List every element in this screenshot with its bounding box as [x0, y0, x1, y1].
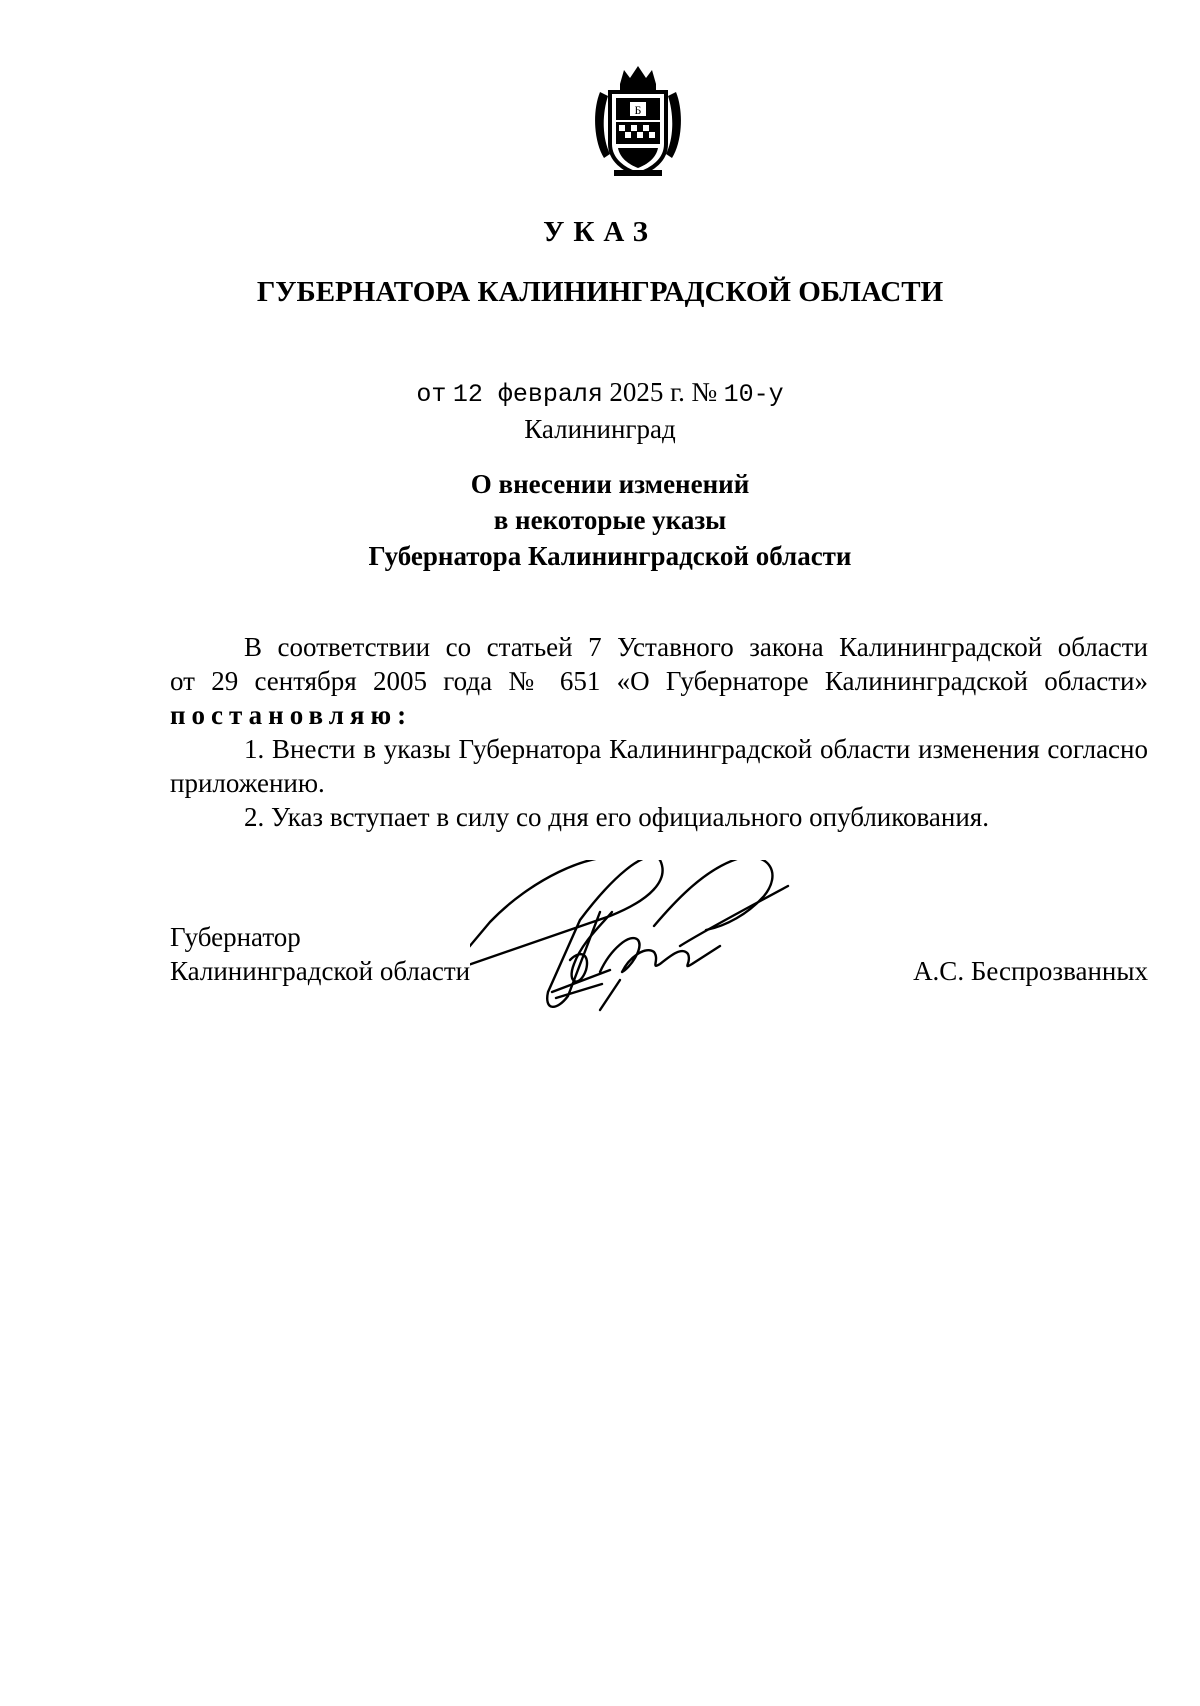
- number-sign: №: [691, 377, 718, 407]
- decree-subject: [0, 466, 1200, 574]
- handwritten-signature-icon: [470, 860, 870, 1060]
- svg-text:Б: Б: [634, 103, 642, 117]
- subject-line-3: Губернатора Калининградской области: [368, 541, 852, 571]
- position-line-1: Губернатор: [170, 922, 301, 952]
- item-2: 2. Указ вступает в силу со дня его официального опубликования.: [244, 802, 989, 832]
- date-day-month: 12 февраля: [452, 380, 603, 409]
- date-year: 2025 г.: [609, 377, 685, 407]
- date-number-line: [0, 377, 1200, 409]
- preamble-line-1: В соответствии со статьей 7 Уставного закона Калининградской области: [244, 632, 1148, 662]
- decree-body: [170, 630, 1148, 834]
- coat-of-arms-icon: [590, 62, 686, 182]
- decree-number: 10-у: [723, 380, 784, 409]
- position-line-2: Калининградской области: [170, 956, 471, 986]
- item-1: 1. Внести в указы Губернатора Калининградской области изменения согласно приложению.: [170, 734, 1148, 798]
- preamble-line-2: от 29 сентября 2005 года № 651 «О Губернаторе Калининградской области»: [170, 666, 1148, 696]
- signatory-name: А.С. Беспрозванных: [913, 956, 1148, 986]
- date-prefix: от: [416, 380, 447, 409]
- city: Калининград: [524, 414, 676, 444]
- signatory-position: [170, 920, 470, 988]
- resolve-word: постановляю:: [170, 700, 413, 730]
- subject-line-1: О внесении изменений: [470, 469, 750, 499]
- issuer-title: ГУБЕРНАТОРА КАЛИНИНГРАДСКОЙ ОБЛАСТИ: [256, 276, 944, 308]
- subject-line-2: в некоторые указы: [493, 505, 727, 535]
- document-type-title: УКАЗ: [543, 216, 657, 248]
